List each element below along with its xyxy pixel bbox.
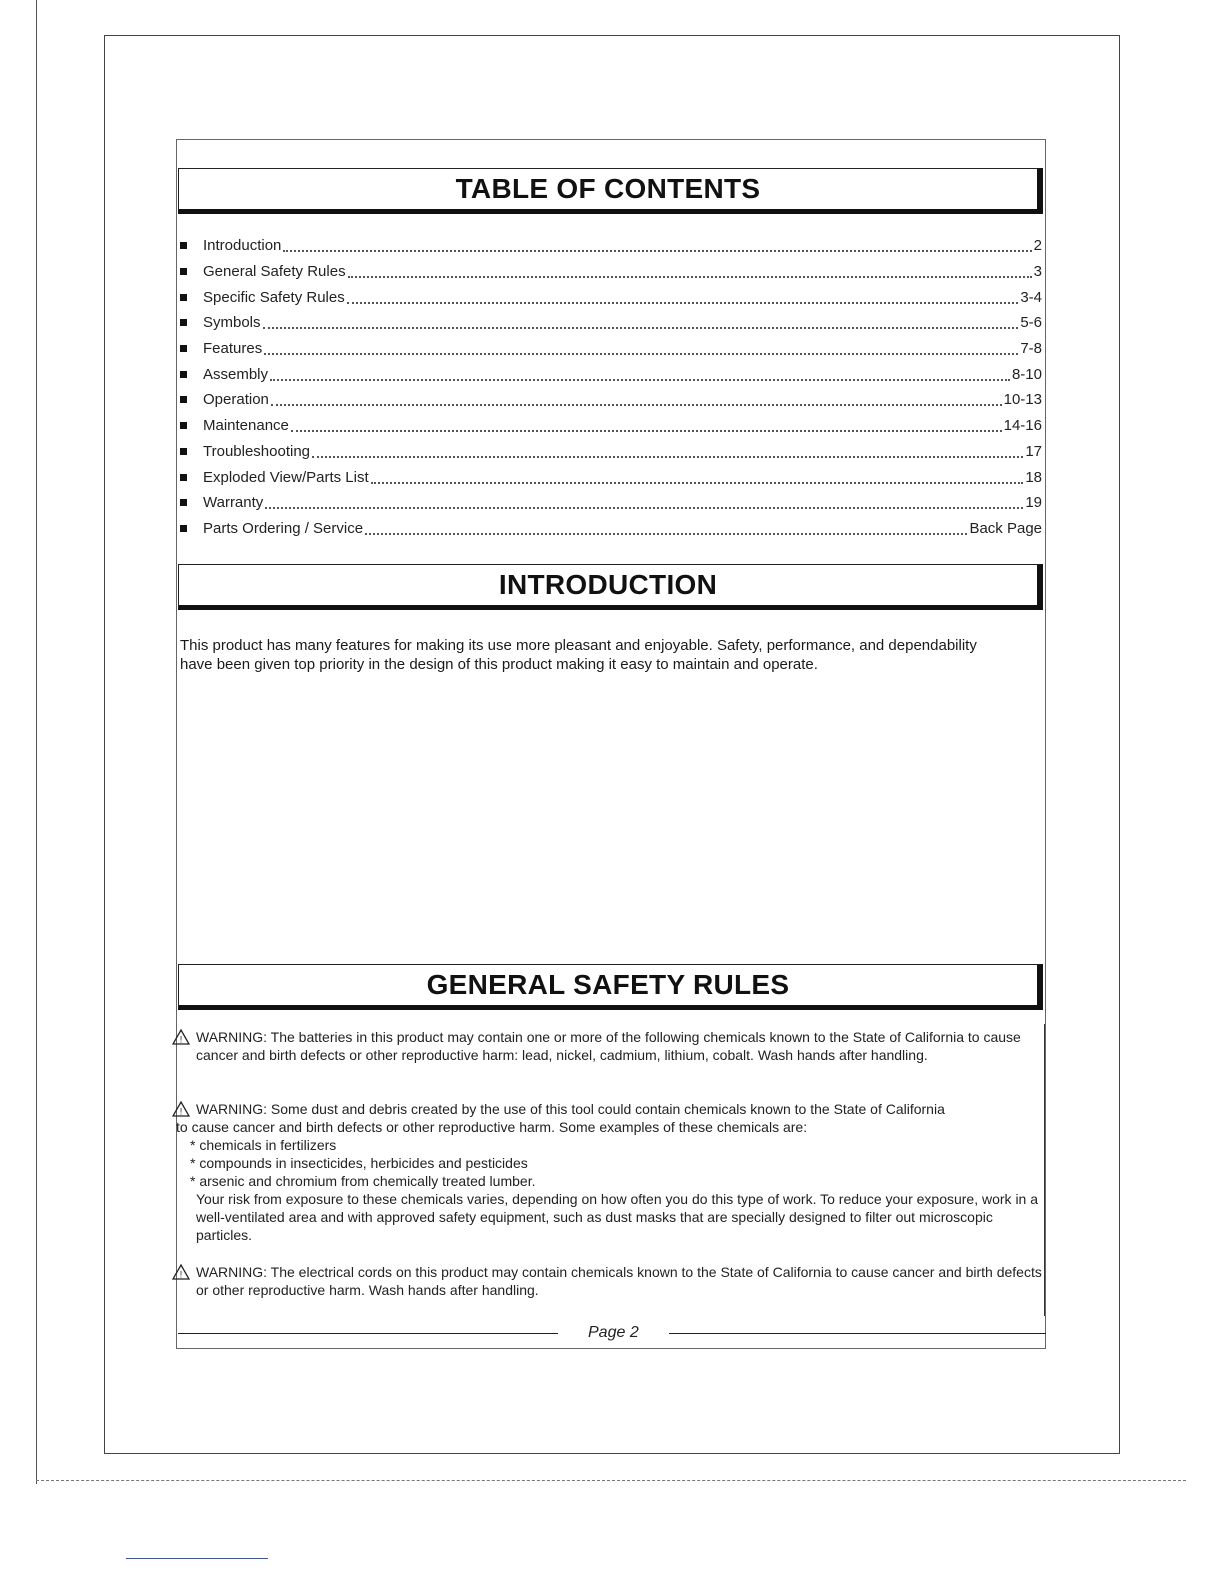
toc-item-title: Symbols bbox=[203, 314, 261, 332]
svg-text:!: ! bbox=[179, 1269, 183, 1280]
toc-heading: TABLE OF CONTENTS bbox=[178, 168, 1043, 214]
toc-item[interactable] bbox=[178, 259, 1042, 285]
toc-item[interactable] bbox=[178, 490, 1042, 516]
toc-item-title: Specific Safety Rules bbox=[203, 288, 345, 306]
dot-leader bbox=[283, 249, 1031, 252]
dot-leader bbox=[365, 532, 967, 535]
chemical-list bbox=[172, 1136, 1048, 1190]
introduction-line: have been given top priority in the design of this product making it easy to maintain and operate. bbox=[180, 656, 818, 673]
warning-dust bbox=[172, 1100, 1048, 1244]
square-bullet-icon bbox=[180, 242, 187, 249]
dot-leader bbox=[371, 481, 1024, 484]
toc-item-title: Operation bbox=[203, 391, 269, 409]
toc-item-title: Troubleshooting bbox=[203, 442, 311, 460]
toc-item[interactable] bbox=[178, 439, 1042, 465]
toc-item-page: 14-16 bbox=[1003, 417, 1042, 435]
dot-leader bbox=[264, 352, 1018, 355]
toc-item[interactable] bbox=[178, 233, 1042, 259]
toc-item-page: 18 bbox=[1025, 468, 1042, 486]
toc-item-page: 8-10 bbox=[1011, 365, 1042, 383]
list-item: * chemicals in fertilizers bbox=[190, 1137, 337, 1153]
dot-leader bbox=[312, 455, 1023, 458]
toc-item[interactable] bbox=[178, 310, 1042, 336]
square-bullet-icon bbox=[180, 319, 187, 326]
toc-list bbox=[178, 233, 1042, 541]
toc-item-title: Parts Ordering / Service bbox=[203, 519, 364, 537]
introduction-text bbox=[180, 636, 1046, 674]
toc-item-page: 19 bbox=[1025, 494, 1042, 512]
svg-text:!: ! bbox=[179, 1034, 183, 1045]
warning-triangle-icon bbox=[172, 1264, 190, 1280]
toc-item-title: Assembly bbox=[203, 365, 269, 383]
toc-item-title: Maintenance bbox=[203, 417, 289, 435]
toc-item[interactable] bbox=[178, 336, 1042, 362]
square-bullet-icon bbox=[180, 345, 187, 352]
toc-item-title: Warranty bbox=[203, 494, 264, 512]
square-bullet-icon bbox=[180, 371, 187, 378]
toc-item[interactable] bbox=[178, 464, 1042, 490]
dot-leader bbox=[265, 506, 1023, 509]
toc-item[interactable] bbox=[178, 413, 1042, 439]
toc-item[interactable] bbox=[178, 387, 1042, 413]
warning-text: WARNING: The batteries in this product may contain one or more of the following chemicals known to the State of California to cause cancer and birth defects or other reproductive harm: lead, nickel, cadmium, lithium, cobalt. Wash hands after handling. bbox=[196, 1029, 1021, 1063]
toc-item-page: Back Page bbox=[969, 519, 1042, 537]
introduction-heading: INTRODUCTION bbox=[178, 564, 1043, 610]
square-bullet-icon bbox=[180, 294, 187, 301]
toc-item-title: Introduction bbox=[203, 237, 282, 255]
toc-item-page: 10-13 bbox=[1003, 391, 1042, 409]
footer-rule bbox=[669, 1333, 1046, 1334]
warning-text: Your risk from exposure to these chemicals varies, depending on how often you do this type of work. To reduce your exposure, work in a well-ventilated area and with approved safety equipment, such as dust masks that are specially designed to filter out microscopic particles. bbox=[196, 1191, 1039, 1243]
toc-item-page: 5-6 bbox=[1020, 314, 1042, 332]
square-bullet-icon bbox=[180, 525, 187, 532]
svg-text:!: ! bbox=[179, 1106, 183, 1117]
warning-cords bbox=[172, 1263, 1048, 1299]
warning-text: WARNING: The electrical cords on this product may contain chemicals known to the State of California to cause cancer and birth defects or other reproductive harm. Wash hands after handling. bbox=[196, 1264, 1042, 1298]
toc-item[interactable] bbox=[178, 516, 1042, 542]
dot-leader bbox=[348, 275, 1032, 278]
page-number: Page 2 bbox=[588, 1324, 639, 1341]
scan-edge-left bbox=[36, 0, 37, 1484]
square-bullet-icon bbox=[180, 422, 187, 429]
warning-text: WARNING: Some dust and debris created by the use of this tool could contain chemicals known to the State of California bbox=[196, 1101, 945, 1117]
toc-item-page: 3 bbox=[1033, 263, 1042, 281]
list-item: * arsenic and chromium from chemically treated lumber. bbox=[190, 1173, 536, 1189]
warning-triangle-icon bbox=[172, 1101, 190, 1117]
scan-artifact-line bbox=[126, 1558, 268, 1559]
square-bullet-icon bbox=[180, 396, 187, 403]
square-bullet-icon bbox=[180, 268, 187, 275]
toc-item[interactable] bbox=[178, 284, 1042, 310]
dot-leader bbox=[347, 301, 1019, 304]
toc-item-page: 17 bbox=[1025, 442, 1042, 460]
general-safety-heading: GENERAL SAFETY RULES bbox=[178, 964, 1043, 1010]
toc-item-title: General Safety Rules bbox=[203, 263, 346, 281]
toc-item-page: 7-8 bbox=[1020, 340, 1042, 358]
toc-item-page: 2 bbox=[1033, 237, 1042, 255]
square-bullet-icon bbox=[180, 499, 187, 506]
dot-leader bbox=[263, 326, 1019, 329]
scan-edge-bottom bbox=[36, 1480, 1186, 1481]
warning-batteries bbox=[172, 1028, 1048, 1064]
dot-leader bbox=[270, 378, 1010, 381]
toc-item-title: Features bbox=[203, 340, 263, 358]
square-bullet-icon bbox=[180, 448, 187, 455]
toc-item[interactable] bbox=[178, 361, 1042, 387]
toc-item-title: Exploded View/Parts List bbox=[203, 468, 369, 486]
list-item: * compounds in insecticides, herbicides and pesticides bbox=[190, 1155, 528, 1171]
dot-leader bbox=[271, 403, 1002, 406]
introduction-line: This product has many features for making its use more pleasant and enjoyable. Safety, performance, and dependability bbox=[180, 637, 977, 654]
toc-item-page: 3-4 bbox=[1020, 288, 1042, 306]
dot-leader bbox=[291, 429, 1002, 432]
warning-text: to cause cancer and birth defects or other reproductive harm. Some examples of these chemicals are: bbox=[176, 1119, 808, 1135]
section-rule bbox=[1044, 1024, 1045, 1316]
square-bullet-icon bbox=[180, 474, 187, 481]
page-footer bbox=[178, 1322, 1046, 1344]
warning-triangle-icon bbox=[172, 1029, 190, 1045]
footer-rule bbox=[178, 1333, 558, 1334]
